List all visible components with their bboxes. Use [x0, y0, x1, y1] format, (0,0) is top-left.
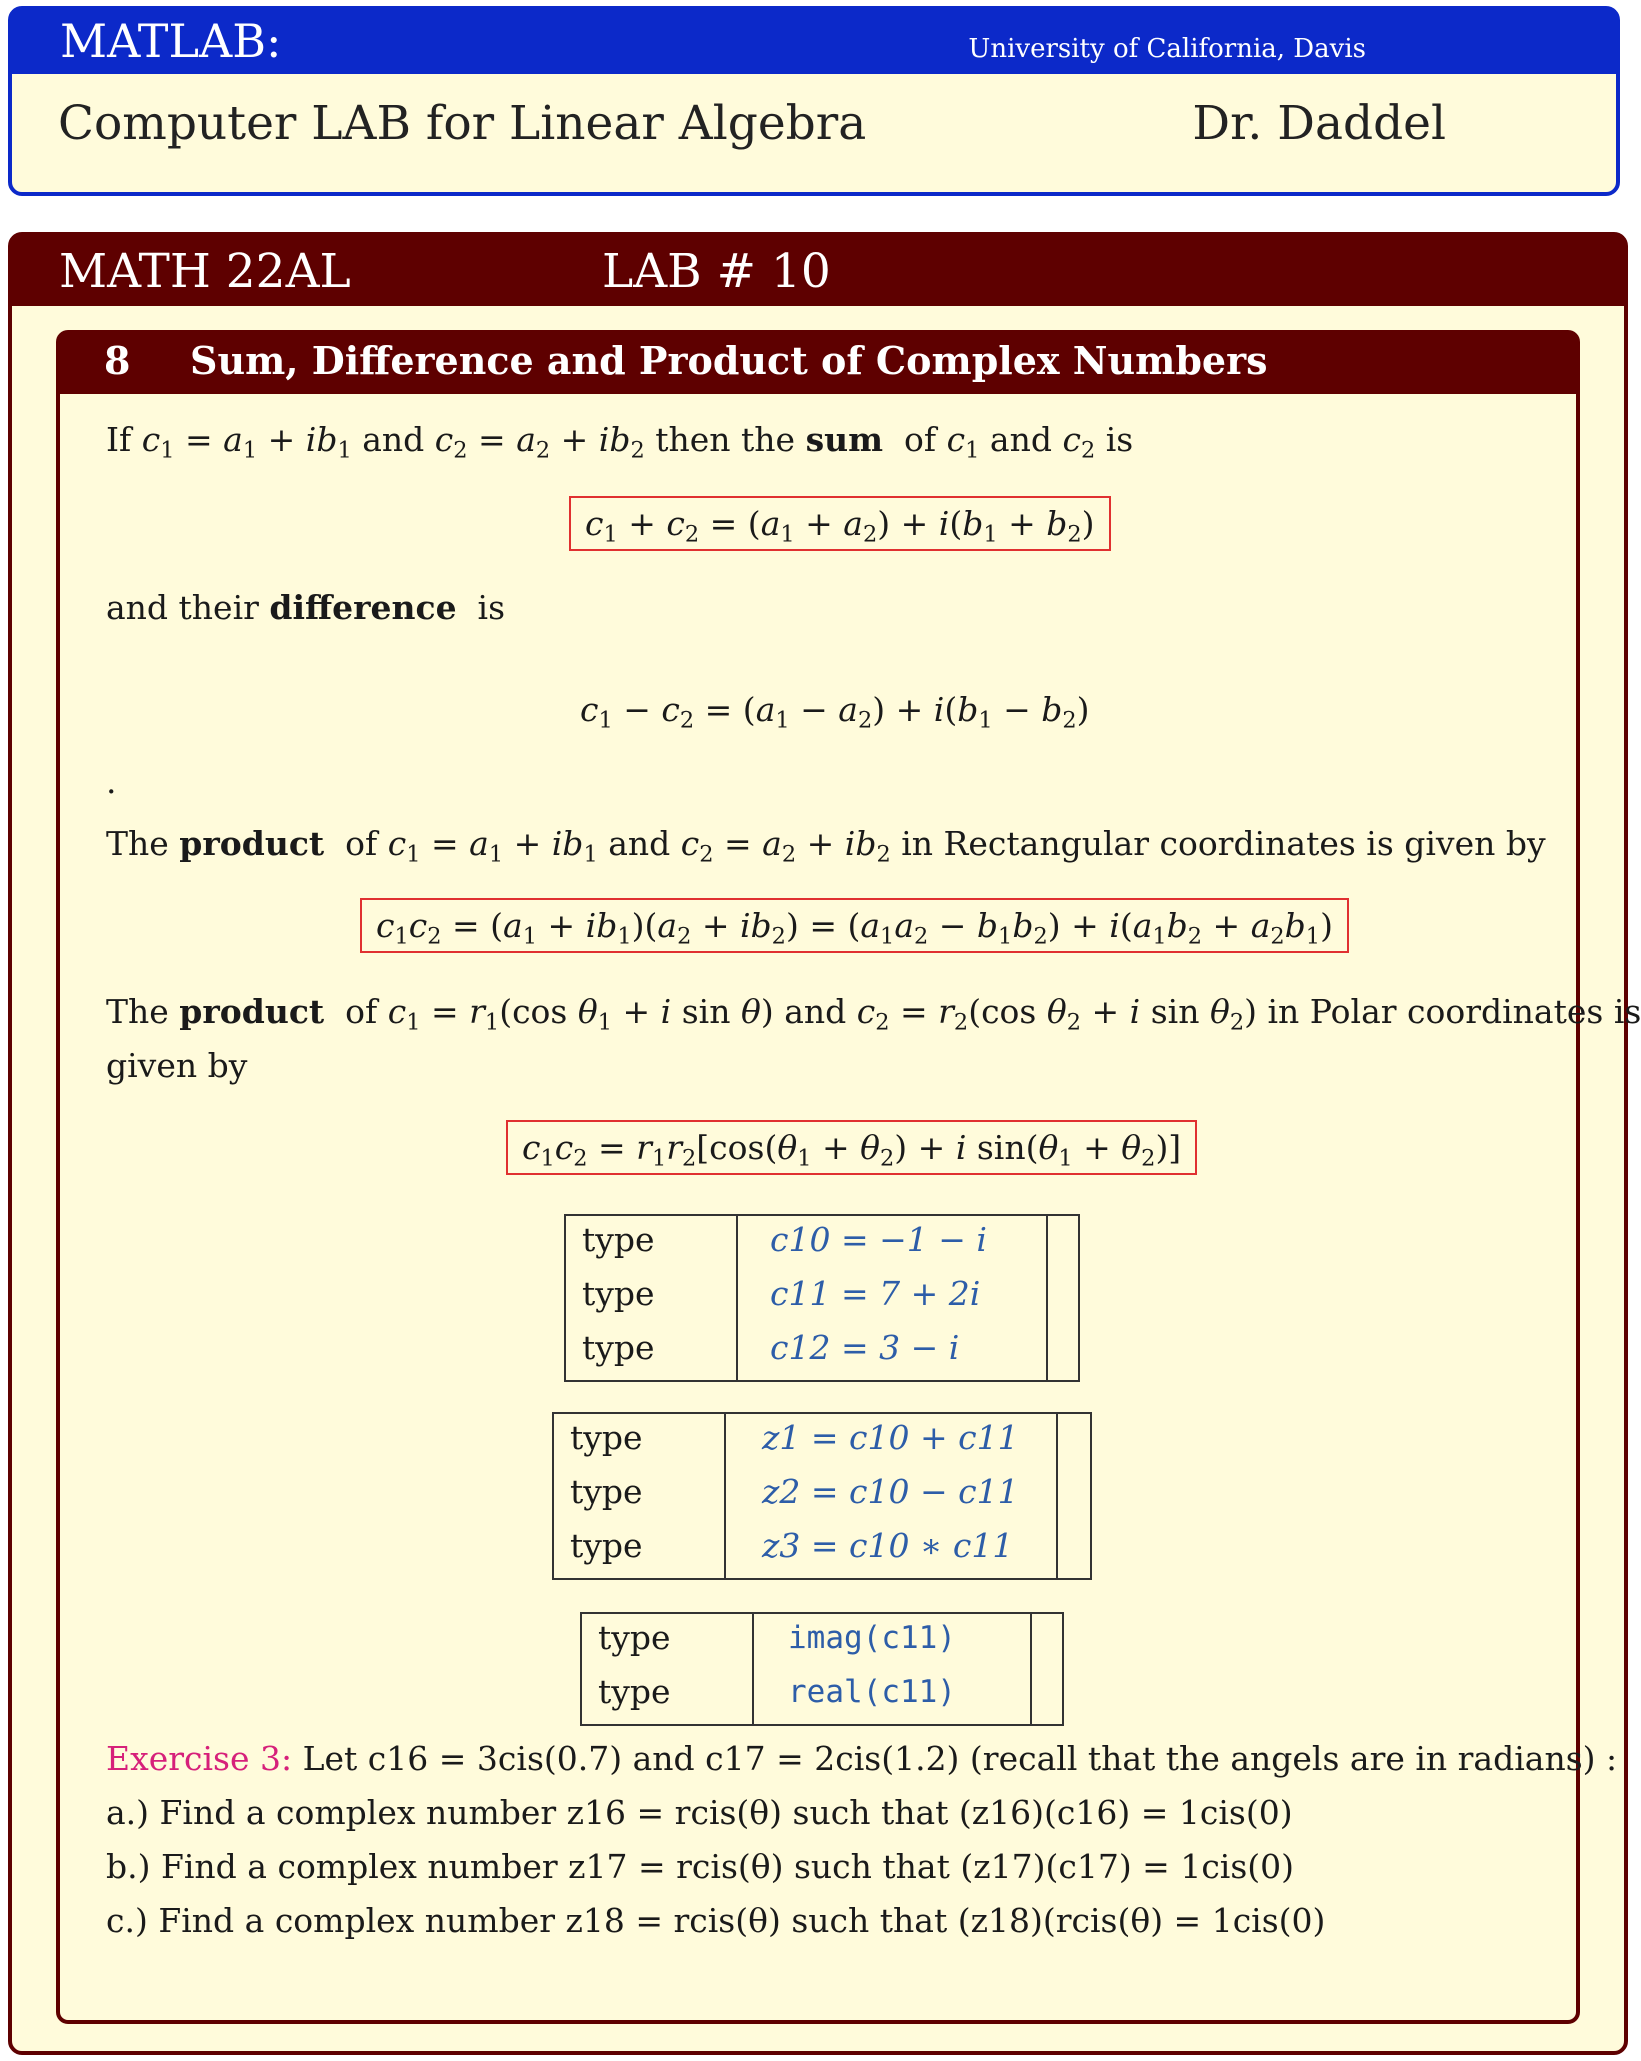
command-table-3	[580, 1612, 1064, 1726]
given-by-text: given by	[106, 1046, 248, 1085]
section-box	[56, 330, 1641, 2024]
sum-bold: sum	[805, 420, 884, 459]
table-row-value: z1 = c10 + c11	[762, 1418, 1019, 1457]
product-polar-formula: $c_1c_2 = r_1r_2[\cos(\theta_1 + \theta_2) + i$ $\sin(\theta_1 + \theta_2)$]	[506, 1120, 1197, 1175]
sum-formula: $c_1 + c_2 = (a_1 + a_2) + i(b_1 + b_2)$	[569, 496, 1111, 551]
table-row-value: c12 = 3 − i	[770, 1328, 960, 1367]
section-title: Sum, Difference and Product of Complex Numbers	[190, 338, 1268, 383]
table-row: type	[570, 1418, 643, 1457]
product-bold-2: product	[179, 992, 325, 1031]
table-row: type	[570, 1526, 643, 1565]
table-row-value: c11 = 7 + 2i	[770, 1274, 981, 1313]
exercise-part-c: c.) Find a complex number z18 = rcis(θ) such that (z18)(rcis(θ) = 1cis(0)	[106, 1901, 1326, 1940]
command-table-1	[564, 1214, 1080, 1382]
header-title: MATLAB:	[60, 14, 282, 68]
university-name: University of California, Davis	[968, 34, 1366, 64]
course-code: MATH 22AL	[59, 244, 351, 299]
command-table-2	[552, 1412, 1092, 1580]
course-subtitle: Computer LAB for Linear Algebra	[58, 96, 867, 151]
product-rect-sentence: The product of $c_1 = a_1 + ib_1$ and $c_2 = a_2 + ib_2$ in Rectangular coordinates is given by	[106, 824, 1546, 868]
table-row: type	[598, 1672, 671, 1711]
table-row: type	[570, 1472, 643, 1511]
table-row-value: c10 = −1 − i	[770, 1220, 987, 1259]
table-row: type	[582, 1328, 655, 1367]
exercise-block	[106, 1732, 1617, 1948]
product-polar-sentence: The product of $c_1 = r_1(\cos$ $\theta_1 + i$ sin θ) and $c_2 = r_2(\cos$ $\theta_2 + i$ $\sin \theta_2$) in Polar coordinates is	[106, 992, 1641, 1036]
section-number: 8	[104, 338, 131, 383]
table-row: type	[582, 1220, 655, 1259]
table-row-value: imag(c11)	[788, 1620, 956, 1656]
header-box	[8, 6, 1620, 196]
table-row: type	[582, 1274, 655, 1313]
exercise-part-b: b.) Find a complex number z17 = rcis(θ) such that (z17)(c17) = 1cis(0)	[106, 1847, 1295, 1886]
table-row-value: real(c11)	[788, 1674, 956, 1710]
instructor-name: Dr. Daddel	[1192, 96, 1446, 151]
lab-number: LAB # 10	[602, 244, 831, 299]
product-bold: product	[179, 824, 325, 863]
difference-sentence: and their difference is	[106, 588, 506, 627]
product-rect-formula: $c_1c_2 = (a_1 + ib_1)(a_2 + ib_2) = (a_1a_2 - b_1b_2) + i(a_1b_2 + a_2b_1)$	[360, 898, 1349, 953]
exercise-label: Exercise 3:	[106, 1739, 293, 1778]
polar-tail: in Polar coordinates is	[1267, 992, 1641, 1031]
sum-sentence: If $c_1 = a_1 + ib_1$ and $c_2 = a_2 + ib_2$ then the sum of $c_1$ and $c_2$ is	[106, 420, 1134, 464]
rect-tail: in Rectangular coordinates is given by	[901, 824, 1546, 863]
difference-bold: difference	[269, 588, 457, 627]
exercise-part-a: a.) Find a complex number z16 = rcis(θ) such that (z16)(c16) = 1cis(0)	[106, 1793, 1293, 1832]
table-row-value: z3 = c10 ∗ c11	[762, 1526, 1014, 1565]
table-row: type	[598, 1618, 671, 1657]
period-mark: .	[106, 762, 117, 801]
exercise-intro: Let c16 = 3cis(0.7) and c17 = 2cis(1.2) (recall that the angels are in radians) :	[302, 1739, 1618, 1778]
table-row-value: z2 = c10 − c11	[762, 1472, 1019, 1511]
exercise-intro-line	[106, 1732, 1617, 1786]
and-their-text: and their	[106, 588, 259, 627]
lab-box	[8, 232, 1641, 2055]
difference-formula: $c_1 - c_2 = (a_1 - a_2) + i(b_1 - b_2)$	[580, 690, 1090, 734]
